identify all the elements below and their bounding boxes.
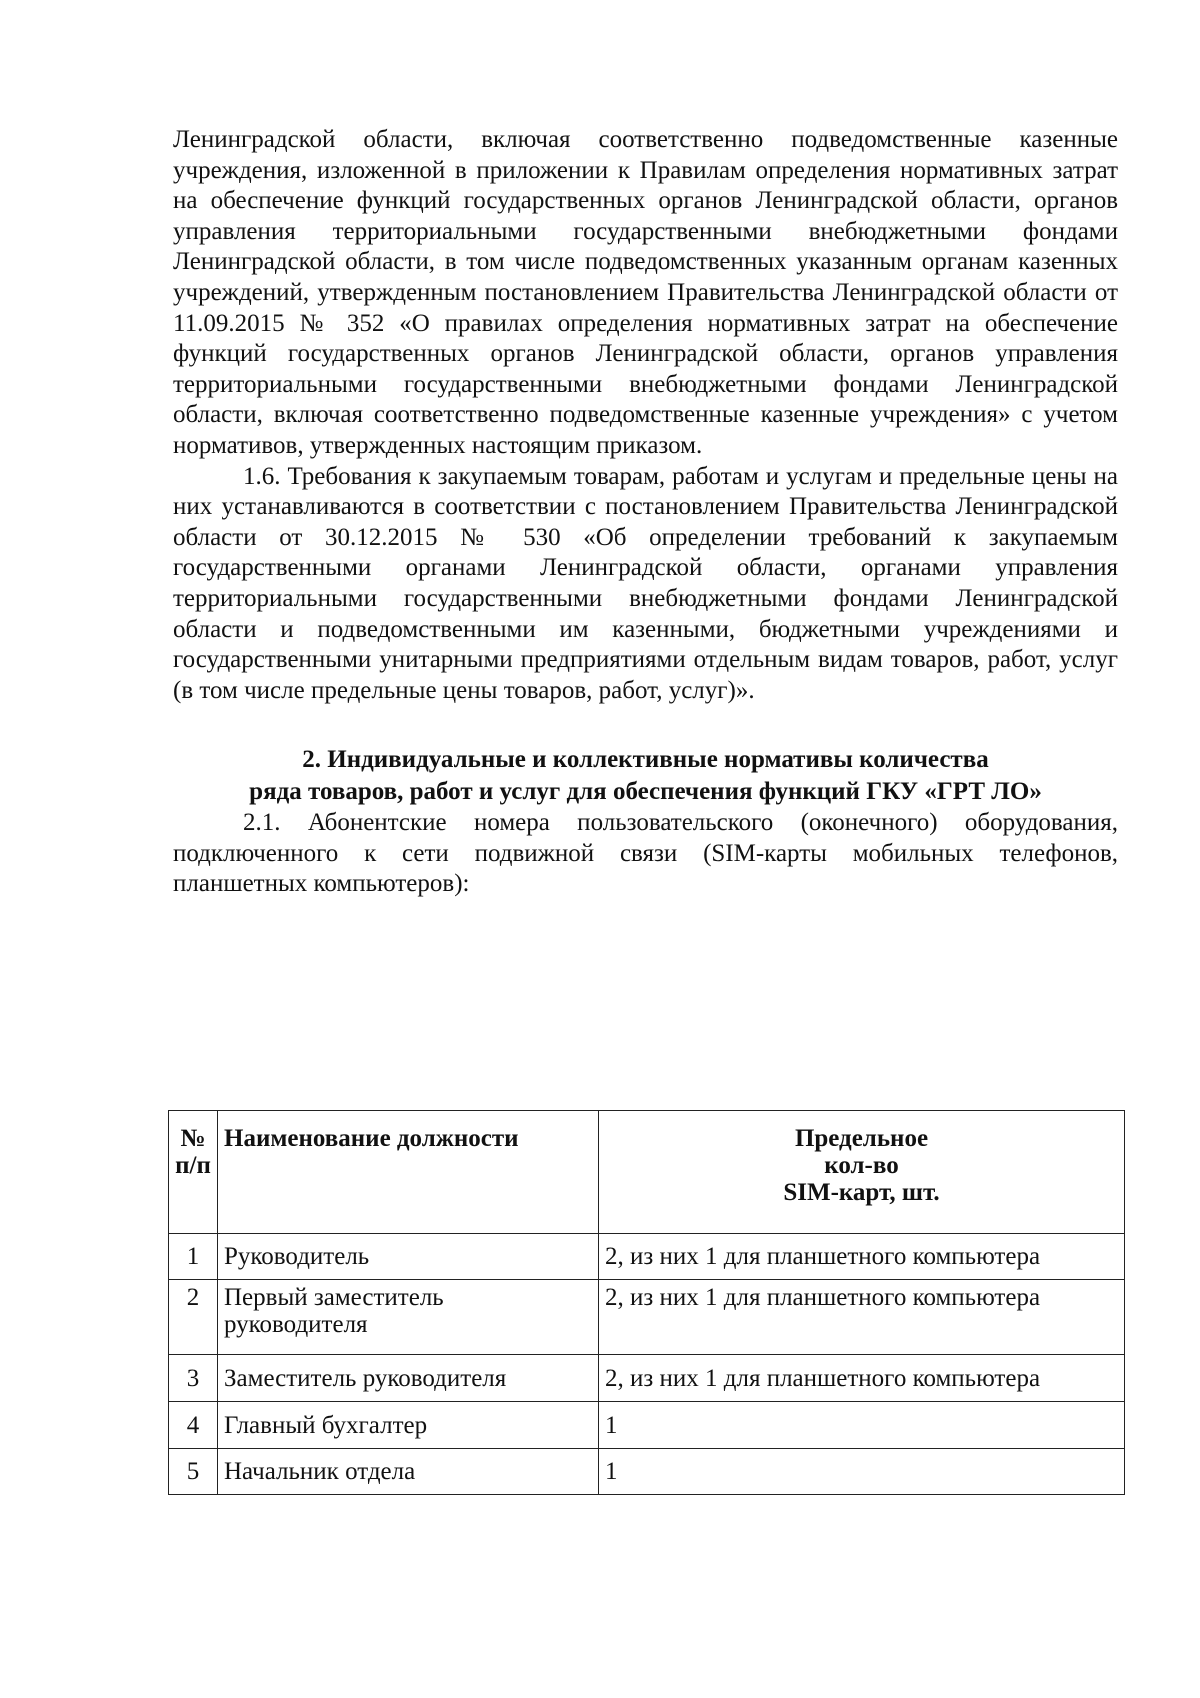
section-2-heading-line1: 2. Индивидуальные и коллективные нормативы количества <box>302 746 989 774</box>
section-2-heading-line2: ряда товаров, работ и услуг для обеспечения функций ГКУ «ГРТ ЛО» <box>249 778 1042 806</box>
row-limit: 2, из них 1 для планшетного компьютера <box>599 1280 1125 1355</box>
row-limit: 1 <box>599 1402 1125 1449</box>
continuation-paragraph: Ленинградской области, включая соответственно подведомственные казенные учреждения, изложенной в приложении к Правилам определения нормативных затрат на обеспечение функций государственных органов Ленинградской области, органов управления территориальными государственными внебюджетными фондами Ленинградской области, в том числе подведомственных указанным органам казенных учреждений, утвержденным постановлением Правительства Ленинградской области от 11.09.2015 № 352 «О правилах определения нормативных затрат на обеспечение функций государственных органов Ленинградской области, органов управления территориальными государственными внебюджетными фондами Ленинградской области, включая соответственно подведомственные казенные учреждения» с учетом нормативов, утвержденных настоящим приказом. <box>173 126 1118 459</box>
row-num: 1 <box>169 1234 218 1280</box>
header-num-line2: п/п <box>175 1152 211 1179</box>
sim-card-limits-table <box>168 1110 1125 1495</box>
table-row <box>169 1280 1125 1355</box>
document-page <box>173 125 1118 900</box>
header-position: Наименование должности <box>218 1111 599 1234</box>
row-num: 3 <box>169 1355 218 1402</box>
table-row <box>169 1449 1125 1495</box>
table-row <box>169 1234 1125 1280</box>
row-limit: 2, из них 1 для планшетного компьютера <box>599 1234 1125 1280</box>
header-limit-line1: Предельное <box>794 1125 929 1152</box>
row-position: Руководитель <box>218 1234 599 1280</box>
row-position: Заместитель руководителя <box>218 1355 599 1402</box>
table-row <box>169 1402 1125 1449</box>
row-position: Начальник отдела <box>218 1449 599 1495</box>
header-num <box>169 1111 218 1234</box>
table-header-row <box>169 1111 1125 1234</box>
row-num: 2 <box>169 1280 218 1355</box>
row-num: 5 <box>169 1449 218 1495</box>
row-position: Главный бухгалтер <box>218 1402 599 1449</box>
table-row <box>169 1355 1125 1402</box>
header-limit-line3: SIM-карт, шт. <box>783 1179 940 1206</box>
paragraph-2-1: 2.1. Абонентские номера пользовательского (оконечного) оборудования, подключенного к сети подвижной связи (SIM-карты мобильных телефонов, планшетных компьютеров): <box>173 809 1118 898</box>
row-limit: 1 <box>599 1449 1125 1495</box>
row-limit: 2, из них 1 для планшетного компьютера <box>599 1355 1125 1402</box>
header-limit <box>599 1111 1125 1234</box>
row-num: 4 <box>169 1402 218 1449</box>
header-limit-line2: кол-во <box>824 1152 899 1179</box>
row-position: Первый заместитель руководителя <box>218 1280 599 1355</box>
header-num-line1: № <box>180 1125 206 1152</box>
paragraph-1-6: 1.6. Требования к закупаемым товарам, работам и услугам и предельные цены на них устанавливаются в соответствии с постановлением Правительства Ленинградской области от 30.12.2015 № 530 «Об определении требований к закупаемым государственными органами Ленинградской области, органами управления территориальными государственными внебюджетными фондами Ленинградской области и подведомственными им казенными, бюджетными учреждениями и государственными унитарными предприятиями отдельным видам товаров, работ, услуг (в том числе предельные цены товаров, работ, услуг)». <box>173 462 1118 704</box>
section-2-heading <box>173 744 1118 808</box>
